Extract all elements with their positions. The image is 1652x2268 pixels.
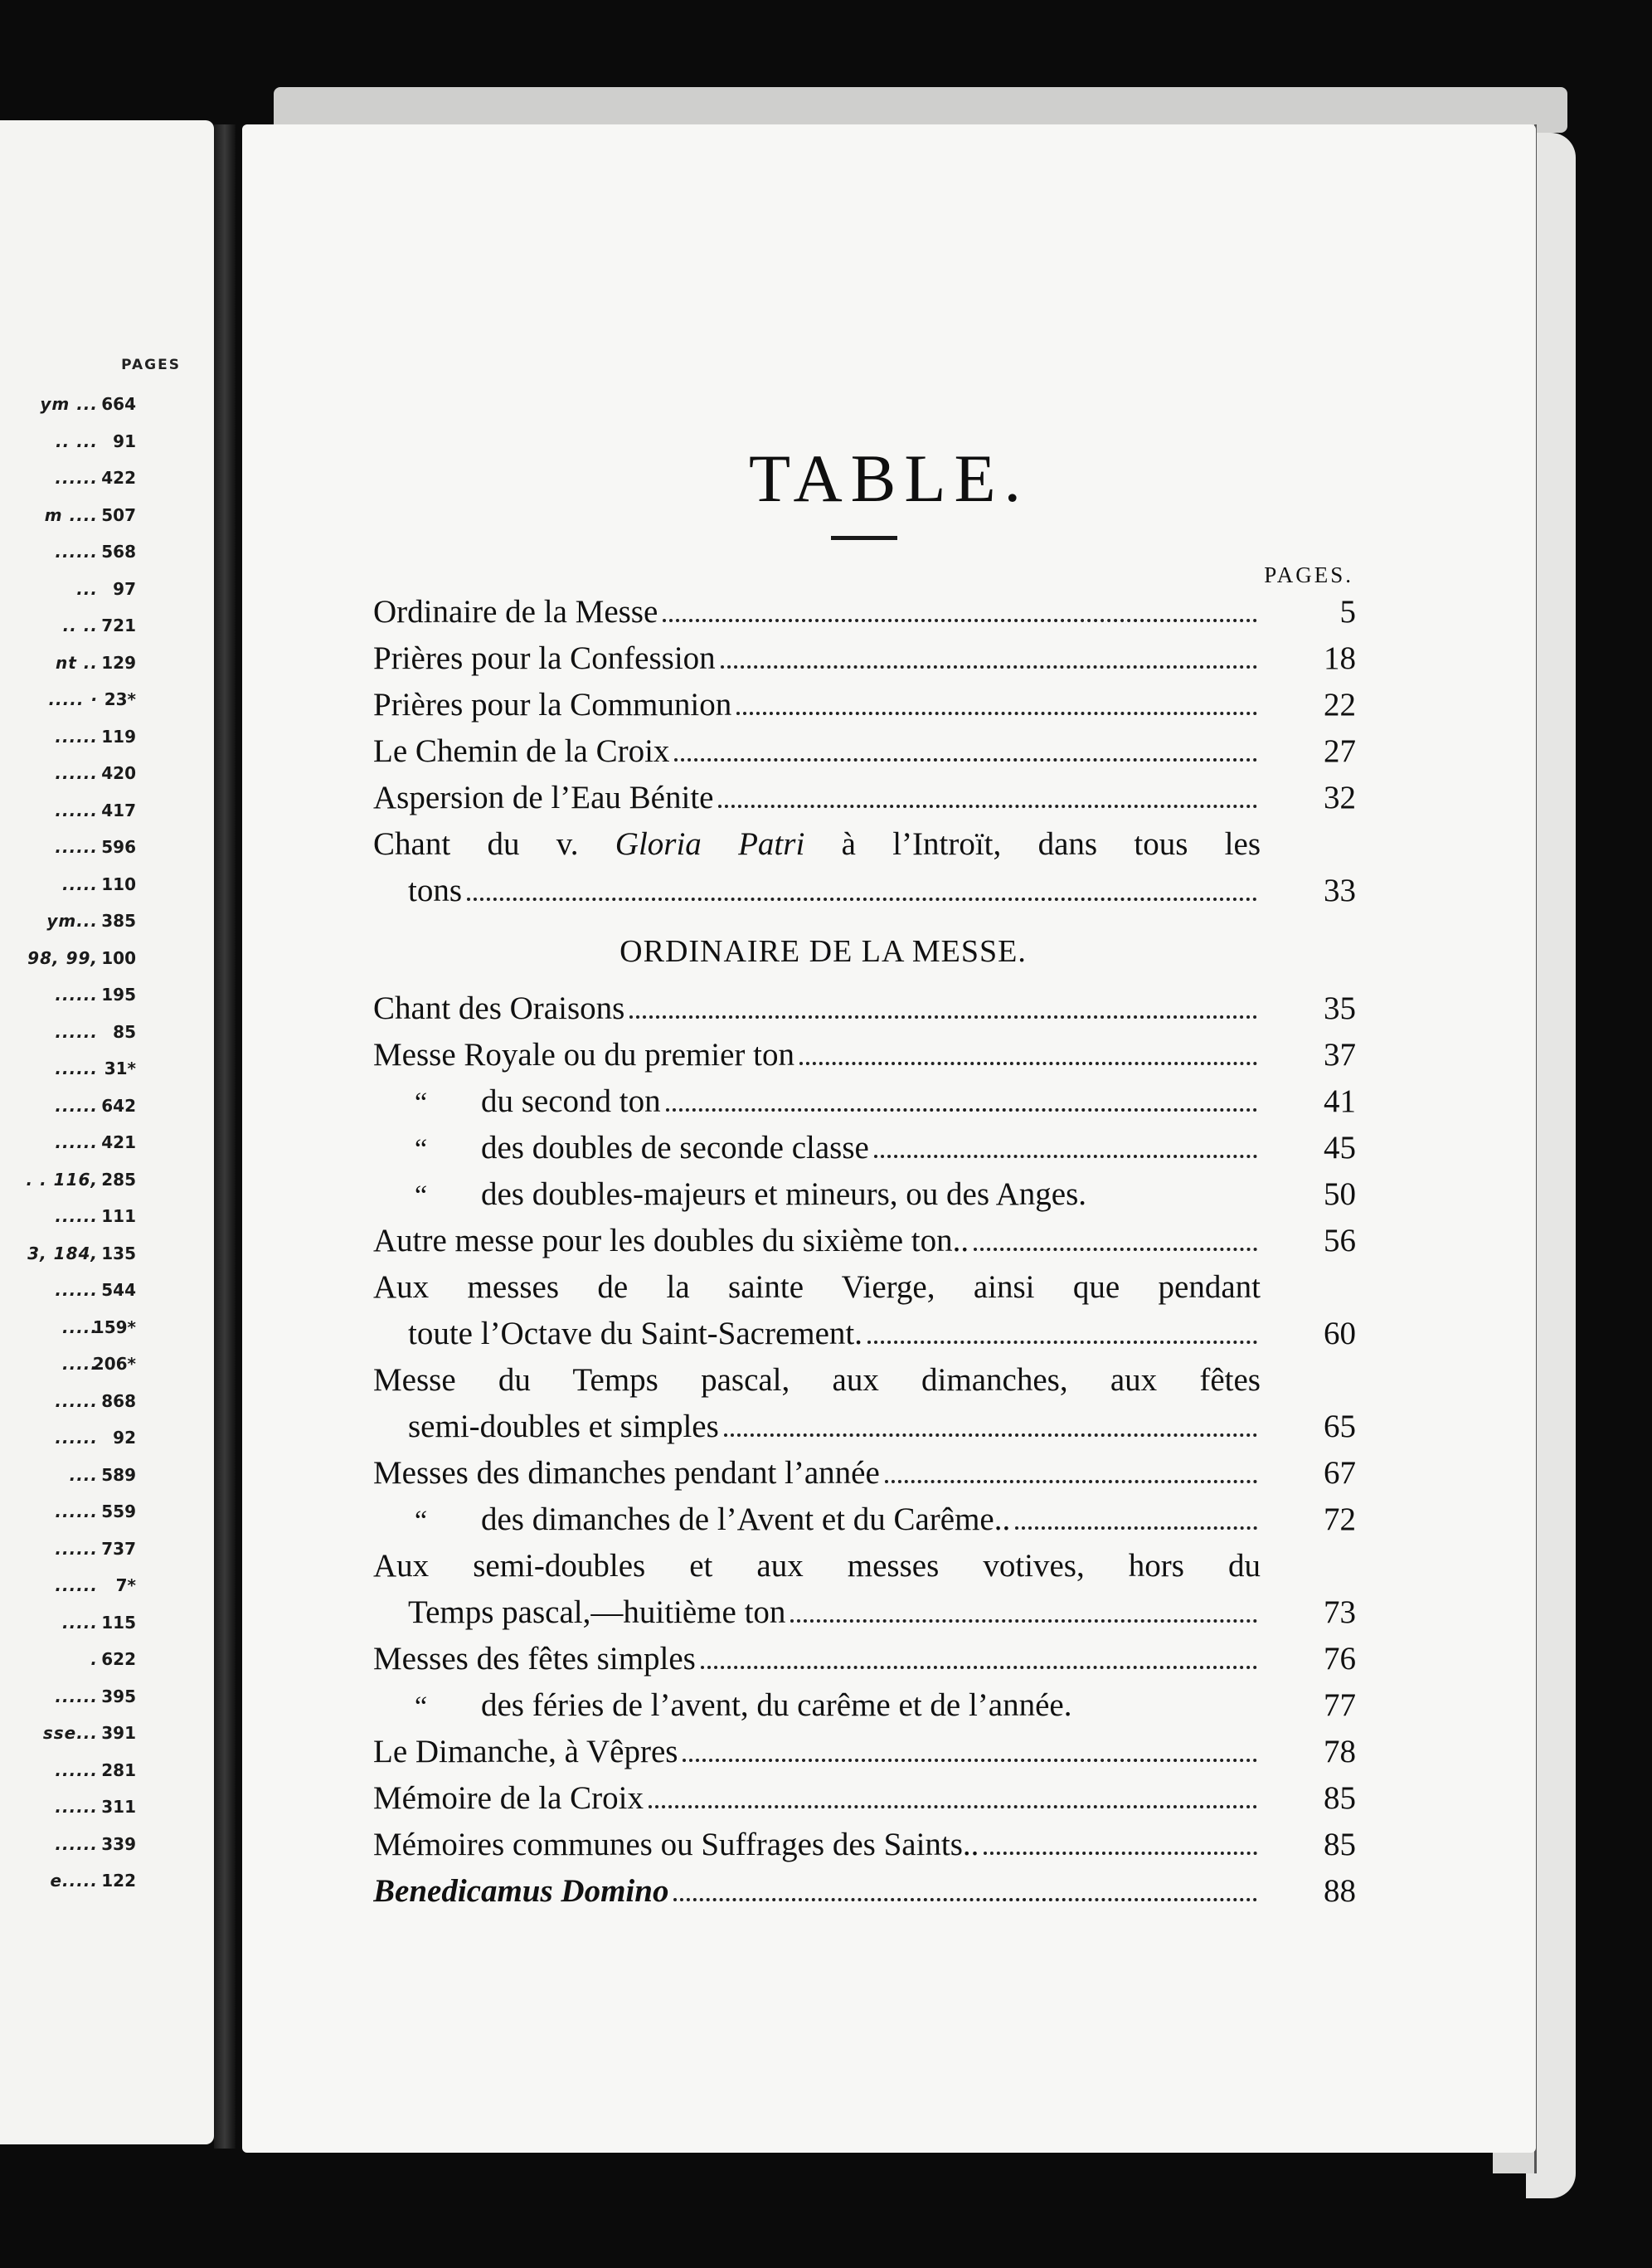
entry-page: 27 xyxy=(1324,733,1356,769)
entry-text: Prières pour la Communion xyxy=(373,687,732,723)
entry-text: Messes des dimanches pendant l’année xyxy=(373,1455,880,1491)
left-row-tail: ...... xyxy=(55,1501,98,1521)
left-row-tail: ..... xyxy=(62,1317,98,1337)
left-page-row xyxy=(0,1317,214,1355)
left-row-tail: ...... xyxy=(55,1797,98,1817)
left-row-tail: nt .. xyxy=(56,652,98,673)
left-row-tail: ..... xyxy=(62,874,98,894)
left-row-tail: ym... xyxy=(46,911,98,931)
entry-text: Chant du v. xyxy=(373,826,615,862)
entry-text: à l’Introït, dans tous les xyxy=(804,826,1261,862)
toc-entry-gloria-line2[interactable] xyxy=(373,872,1356,918)
left-page-row xyxy=(0,948,214,986)
entry-text-italic: Gloria Patri xyxy=(615,826,805,862)
left-row-page: 544 xyxy=(101,1280,136,1300)
left-row-tail: ...... xyxy=(55,1132,98,1152)
entry-text: semi-doubles et simples xyxy=(408,1409,719,1444)
entry-page: 35 xyxy=(1324,990,1356,1026)
left-row-tail: ...... xyxy=(55,1428,98,1448)
left-row-page: 385 xyxy=(101,911,136,931)
toc-entry-semidoubles-line2[interactable] xyxy=(373,1594,1356,1640)
left-row-page: 391 xyxy=(101,1723,136,1743)
entry-page: 50 xyxy=(1324,1176,1356,1212)
left-page-row xyxy=(0,763,214,801)
entry-page: 37 xyxy=(1324,1037,1356,1073)
table-of-contents-page xyxy=(242,124,1536,2153)
left-row-page: 664 xyxy=(101,394,136,414)
pages-column-header: PAGES. xyxy=(1264,562,1353,587)
left-row-tail: ...... xyxy=(55,763,98,783)
entry-page: 85 xyxy=(1324,1780,1356,1816)
entry-text: Mémoire de la Croix xyxy=(373,1780,644,1816)
entry-page: 78 xyxy=(1324,1734,1356,1769)
left-row-page: 421 xyxy=(101,1132,136,1152)
left-row-page: 119 xyxy=(101,726,136,747)
entry-text: Aspersion de l’Eau Bénite xyxy=(373,780,714,815)
left-page-row xyxy=(0,837,214,874)
entry-text: Chant des Oraisons xyxy=(373,990,625,1026)
left-row-page: 596 xyxy=(101,837,136,857)
left-row-page: 721 xyxy=(101,616,136,635)
left-row-tail: . . 116, xyxy=(26,1169,98,1190)
left-row-tail: ...... xyxy=(55,726,98,747)
left-page-list xyxy=(0,394,214,1908)
toc-entry-semidoubles-line1[interactable] xyxy=(373,1547,1356,1594)
entry-text: Aux messes de la sainte Vierge, ainsi que pendant xyxy=(373,1269,1261,1305)
entry-text: du second ton xyxy=(481,1083,661,1119)
left-page-row xyxy=(0,801,214,838)
left-row-tail: ...... xyxy=(55,542,98,562)
left-row-tail: ...... xyxy=(55,837,98,857)
left-row-tail: 98, 99, xyxy=(27,947,98,968)
entry-text: Aux semi-doubles et aux messes votives, hors du xyxy=(373,1548,1261,1584)
entry-page: 72 xyxy=(1324,1501,1356,1537)
entry-text-italic: Benedicamus Domino xyxy=(373,1873,669,1909)
left-row-page: 622 xyxy=(101,1649,136,1669)
left-page-row xyxy=(0,1206,214,1244)
entry-page: 76 xyxy=(1324,1641,1356,1677)
ditto-mark: “ xyxy=(415,1180,428,1211)
entry-text: Le Dimanche, à Vêpres xyxy=(373,1734,678,1769)
left-row-page: 395 xyxy=(101,1686,136,1706)
left-row-tail: .. .. xyxy=(62,616,98,635)
toc-subentry[interactable] xyxy=(373,1083,1356,1129)
left-row-page: 339 xyxy=(101,1833,136,1854)
toc-entry[interactable] xyxy=(373,1222,1356,1268)
toc-entry[interactable] xyxy=(373,593,1356,640)
toc-entry[interactable] xyxy=(373,990,1356,1036)
entry-text: toute l’Octave du Saint-Sacrement. xyxy=(408,1316,862,1351)
left-row-tail: ...... xyxy=(55,1538,98,1559)
left-page-row xyxy=(0,1096,214,1133)
toc-entry-pascal-line2[interactable] xyxy=(373,1408,1356,1454)
entry-page: 45 xyxy=(1324,1130,1356,1166)
left-row-tail: ...... xyxy=(55,1095,98,1116)
left-row-page: 7* xyxy=(115,1575,136,1595)
entry-text: Temps pascal,—huitième ton xyxy=(408,1594,786,1630)
left-row-page: 91 xyxy=(113,431,136,451)
entry-page: 65 xyxy=(1324,1409,1356,1444)
left-row-tail: ..... xyxy=(62,1354,98,1374)
left-row-page: 507 xyxy=(101,504,136,525)
entry-page: 67 xyxy=(1324,1455,1356,1491)
left-facing-page xyxy=(0,120,214,2144)
entry-page: 73 xyxy=(1324,1594,1356,1630)
ditto-mark: “ xyxy=(415,1506,428,1536)
left-row-tail: ..... · xyxy=(48,689,98,709)
left-row-tail: . xyxy=(90,1649,98,1669)
left-page-row xyxy=(0,616,214,653)
left-row-page: 135 xyxy=(101,1243,136,1263)
toc-entry-vierge-line1[interactable] xyxy=(373,1268,1356,1315)
entry-page: 18 xyxy=(1324,640,1356,676)
toc-entry[interactable] xyxy=(373,1733,1356,1779)
left-row-page: 206* xyxy=(92,1354,136,1374)
left-row-page: 420 xyxy=(101,763,136,783)
left-row-page: 110 xyxy=(101,874,136,894)
entry-page: 32 xyxy=(1324,780,1356,815)
left-row-page: 195 xyxy=(101,985,136,1005)
toc-entry-pascal-line1[interactable] xyxy=(373,1361,1356,1408)
toc-entry[interactable] xyxy=(373,1454,1356,1501)
left-row-page: 589 xyxy=(101,1464,136,1485)
toc-entry[interactable] xyxy=(373,779,1356,825)
ditto-mark: “ xyxy=(415,1134,428,1165)
left-page-row xyxy=(0,1391,214,1428)
left-row-page: 122 xyxy=(101,1871,136,1891)
left-row-tail: ... xyxy=(76,578,98,599)
left-page-row xyxy=(0,1059,214,1096)
left-row-tail: .. ... xyxy=(56,431,98,451)
toc-entry[interactable] xyxy=(373,640,1356,686)
toc-entry[interactable] xyxy=(373,686,1356,732)
left-page-row xyxy=(0,1170,214,1207)
ditto-mark: “ xyxy=(415,1088,428,1118)
left-page-row xyxy=(0,1797,214,1834)
toc-entry[interactable] xyxy=(373,1036,1356,1083)
left-row-page: 23* xyxy=(104,689,136,709)
left-row-tail: ...... xyxy=(55,1390,98,1411)
left-row-page: 559 xyxy=(101,1501,136,1521)
left-page-row xyxy=(0,1723,214,1760)
left-row-page: 115 xyxy=(101,1612,136,1633)
left-page-row xyxy=(0,689,214,727)
left-page-row xyxy=(0,1244,214,1281)
toc-entry[interactable] xyxy=(373,1872,1356,1919)
left-row-tail: ...... xyxy=(55,1206,98,1226)
left-row-page: 311 xyxy=(101,1797,136,1817)
left-row-tail: 3, 184, xyxy=(27,1243,98,1263)
left-page-row xyxy=(0,1575,214,1613)
left-page-row xyxy=(0,542,214,579)
toc-subentry[interactable] xyxy=(373,1501,1356,1547)
entry-page: 60 xyxy=(1324,1316,1356,1351)
left-row-tail: e..... xyxy=(50,1871,98,1891)
left-row-page: 868 xyxy=(101,1390,136,1411)
left-row-tail: ...... xyxy=(55,1280,98,1300)
entry-page: 33 xyxy=(1324,873,1356,908)
toc-subentry[interactable] xyxy=(373,1175,1356,1222)
left-page-header: PAGES xyxy=(121,357,181,373)
left-page-row xyxy=(0,1022,214,1059)
entry-text: des féries de l’avent, du carême et de l’année. xyxy=(481,1687,1072,1723)
left-page-row xyxy=(0,874,214,912)
left-row-tail: m .... xyxy=(44,504,98,525)
left-row-tail: ..... xyxy=(62,1612,98,1633)
left-page-row xyxy=(0,1649,214,1686)
page-title: TABLE. xyxy=(748,440,1030,516)
left-page-row xyxy=(0,505,214,543)
left-page-row xyxy=(0,1428,214,1465)
left-row-page: 285 xyxy=(101,1169,136,1190)
left-row-tail: ...... xyxy=(55,1759,98,1780)
left-page-row xyxy=(0,653,214,690)
left-row-page: 568 xyxy=(101,542,136,562)
section-heading: ORDINAIRE DE LA MESSE. xyxy=(620,934,1027,969)
left-page-row xyxy=(0,1686,214,1724)
toc-entry[interactable] xyxy=(373,732,1356,779)
left-page-row xyxy=(0,579,214,616)
entry-page: 85 xyxy=(1324,1827,1356,1862)
left-row-tail: ...... xyxy=(55,800,98,820)
left-row-tail: ...... xyxy=(55,1021,98,1042)
left-page-row xyxy=(0,727,214,764)
toc-subentry[interactable] xyxy=(373,1686,1356,1733)
entry-text: tons xyxy=(408,873,463,908)
entry-page: 88 xyxy=(1324,1873,1356,1909)
left-page-row xyxy=(0,1465,214,1502)
left-page-row xyxy=(0,1760,214,1798)
left-row-tail: .... xyxy=(69,1464,98,1485)
toc-entry-vierge-line2[interactable] xyxy=(373,1315,1356,1361)
left-page-row xyxy=(0,1871,214,1908)
left-row-page: 31* xyxy=(104,1059,136,1078)
toc-list xyxy=(373,593,1356,1919)
left-page-row xyxy=(0,1132,214,1170)
left-row-page: 417 xyxy=(101,800,136,820)
left-page-row xyxy=(0,985,214,1022)
left-row-page: 111 xyxy=(101,1206,136,1226)
left-row-page: 422 xyxy=(101,468,136,488)
left-page-row xyxy=(0,394,214,431)
entry-text: Mémoires communes ou Suffrages des Saints.. xyxy=(373,1827,979,1862)
toc-subentry[interactable] xyxy=(373,1129,1356,1175)
left-row-page: 129 xyxy=(101,652,136,673)
left-page-row xyxy=(0,1539,214,1576)
left-row-tail: ...... xyxy=(55,985,98,1005)
left-row-page: 85 xyxy=(113,1021,136,1042)
left-page-row xyxy=(0,1834,214,1871)
toc-entry[interactable] xyxy=(373,1779,1356,1826)
entry-text: Prières pour la Confession xyxy=(373,640,716,676)
left-row-tail: ...... xyxy=(55,1833,98,1854)
book-gutter xyxy=(214,124,236,2149)
left-row-tail: ...... xyxy=(55,1686,98,1706)
left-row-tail: sse... xyxy=(42,1723,98,1743)
left-row-page: 737 xyxy=(101,1538,136,1559)
entry-text: des doubles de seconde classe xyxy=(481,1130,869,1166)
entry-text: Messes des fêtes simples xyxy=(373,1641,696,1677)
left-page-row xyxy=(0,1280,214,1317)
left-page-row xyxy=(0,431,214,469)
toc-entry-gloria-line1[interactable] xyxy=(373,825,1356,872)
entry-text: Autre messe pour les doubles du sixième ton.. xyxy=(373,1223,969,1258)
entry-page: 56 xyxy=(1324,1223,1356,1258)
ditto-mark: “ xyxy=(415,1691,428,1722)
left-page-row xyxy=(0,468,214,505)
left-row-page: 97 xyxy=(113,578,136,599)
entry-text: des doubles-majeurs et mineurs, ou des Anges. xyxy=(481,1176,1087,1212)
entry-text: Messe du Temps pascal, aux dimanches, aux fêtes xyxy=(373,1362,1261,1398)
entry-page: 5 xyxy=(1339,594,1356,630)
entry-text: des dimanches de l’Avent et du Carême.. xyxy=(481,1501,1011,1537)
left-row-page: 92 xyxy=(113,1428,136,1448)
left-page-row xyxy=(0,911,214,948)
left-page-row xyxy=(0,1354,214,1391)
entry-text: Messe Royale ou du premier ton xyxy=(373,1037,794,1073)
left-row-page: 100 xyxy=(101,947,136,968)
left-row-tail: ...... xyxy=(55,468,98,488)
toc-entry[interactable] xyxy=(373,1826,1356,1872)
entry-page: 77 xyxy=(1324,1687,1356,1723)
toc-entry[interactable] xyxy=(373,1640,1356,1686)
title-rule xyxy=(831,536,897,540)
entry-page: 41 xyxy=(1324,1083,1356,1119)
left-row-page: 281 xyxy=(101,1759,136,1780)
entry-page: 22 xyxy=(1324,687,1356,723)
left-row-page: 642 xyxy=(101,1095,136,1116)
left-page-row xyxy=(0,1613,214,1650)
left-row-tail: ...... xyxy=(55,1575,98,1595)
left-row-tail: ym ... xyxy=(40,394,98,414)
left-page-row xyxy=(0,1501,214,1539)
left-row-page: 159* xyxy=(92,1317,136,1337)
entry-text: Ordinaire de la Messe xyxy=(373,594,658,630)
entry-text: Le Chemin de la Croix xyxy=(373,733,670,769)
left-row-tail: ...... xyxy=(55,1059,98,1078)
